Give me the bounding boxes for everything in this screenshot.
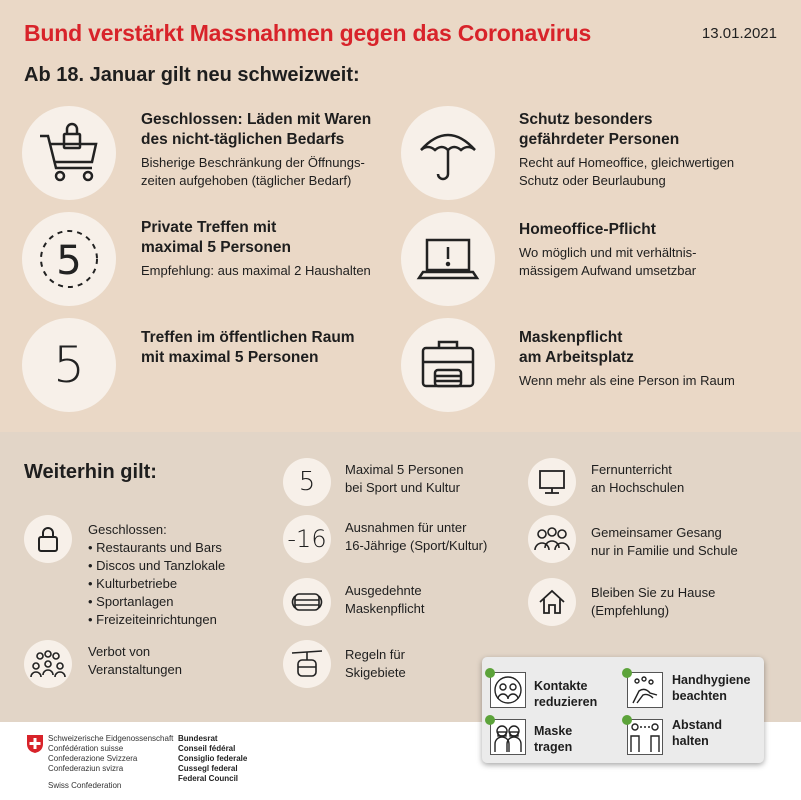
list-item: • Kulturbetriebe	[88, 576, 178, 591]
closed-list	[88, 521, 225, 629]
stay-home	[591, 584, 715, 620]
briefcase-mask-icon	[401, 318, 495, 412]
distance-icon	[627, 719, 663, 755]
measure-title: Private Treffen mit	[141, 219, 277, 236]
singing-text: Gemeinsamer Gesang	[591, 525, 722, 540]
distance-text: Abstand halten	[672, 718, 722, 748]
five-icon	[22, 318, 116, 412]
contacts-icon	[490, 672, 526, 708]
check-icon	[485, 668, 495, 678]
ski-text: Skigebiete	[345, 665, 406, 680]
measure-desc: Wo möglich und mit verhältnis- mässigem Aufwand umsetzbar	[519, 245, 697, 278]
sport-text: Maximal 5 Personen	[345, 462, 464, 477]
events-ban	[88, 643, 182, 679]
mask-text: Maskenpflicht	[345, 601, 425, 616]
measure-title: gefährdeter Personen	[519, 131, 680, 148]
measure-private-meetings	[141, 218, 371, 280]
list-item: • Restaurants und Bars	[88, 540, 222, 555]
hand-washing-icon	[627, 672, 663, 708]
five-number: 5	[53, 336, 85, 394]
measure-title: Homeoffice-Pflicht	[519, 221, 656, 238]
contacts-text: Kontakte reduzieren	[534, 679, 598, 709]
list-item: • Discos und Tanzlokale	[88, 558, 226, 573]
measure-desc: Wenn mehr als eine Person im Raum	[519, 373, 735, 388]
events-text: Verbot von	[88, 644, 151, 659]
measure-public-meetings	[141, 328, 355, 368]
singing-text: nur in Familie und Schule	[591, 543, 738, 558]
swiss-shield-logo	[26, 734, 44, 754]
page-title: Bund verstärkt Massnahmen gegen das Coronavirus	[24, 20, 592, 46]
measure-title: mit maximal 5 Personen	[141, 349, 319, 366]
closed-items	[88, 539, 225, 629]
remote-teaching	[591, 461, 684, 497]
measure-title: Schutz besonders	[519, 111, 653, 128]
check-icon	[622, 715, 632, 725]
check-icon	[622, 668, 632, 678]
face-mask-icon	[283, 578, 331, 626]
closed-title: Geschlossen:	[88, 522, 167, 537]
five-small-icon: 5	[283, 458, 331, 506]
age-text: Ausnahmen für unter	[345, 520, 467, 535]
padlock-icon	[24, 515, 72, 563]
singing-rule	[591, 524, 738, 560]
age-text: 16-Jährige (Sport/Kultur)	[345, 538, 488, 553]
continuing-heading: Weiterhin gilt:	[24, 461, 157, 483]
hygiene-card	[482, 657, 764, 763]
remote-text: an Hochschulen	[591, 480, 685, 495]
measure-title: Geschlossen: Läden mit Waren	[141, 111, 372, 128]
shopping-cart-lock-icon	[22, 106, 116, 200]
measure-desc: Empfehlung: aus maximal 2 Haushalten	[141, 263, 371, 278]
house-icon	[528, 578, 576, 626]
home-text: (Empfehlung)	[591, 603, 670, 618]
measure-title: Maskenpflicht	[519, 329, 623, 346]
youth-exceptions	[345, 519, 487, 555]
remote-text: Fernunterricht	[591, 462, 672, 477]
measure-title: des nicht-täglichen Bedarfs	[141, 131, 345, 148]
sport-culture	[345, 461, 464, 497]
mask-text: Maske tragen	[534, 724, 573, 754]
events-text: Veranstaltungen	[88, 662, 182, 677]
mask-text: Ausgedehnte	[345, 583, 422, 598]
crowd-icon	[24, 640, 72, 688]
sport-text: bei Sport und Kultur	[345, 480, 460, 495]
measure-desc: Bisherige Beschränkung der Öffnungs- zeiten aufgehoben (täglicher Bedarf)	[141, 155, 365, 188]
swiss-confederation: Swiss Confederation	[48, 781, 122, 790]
list-item: • Sportanlagen	[88, 594, 174, 609]
check-icon	[485, 715, 495, 725]
mask-wearing-icon	[490, 719, 526, 755]
monitor-icon	[528, 458, 576, 506]
measure-mask-work	[519, 328, 735, 390]
ski-rules	[345, 646, 406, 682]
measure-title: Treffen im öffentlichen Raum	[141, 329, 355, 346]
measure-vulnerable	[519, 110, 734, 190]
hands-text: Handhygiene beachten	[672, 673, 751, 703]
five-dashed-circle-icon	[22, 212, 116, 306]
measure-title: am Arbeitsplatz	[519, 349, 634, 366]
federal-council: Bundesrat Conseil fédéral Consiglio federale Cussegl federal Federal Council	[178, 734, 248, 783]
measure-shops	[141, 110, 371, 190]
measure-homeoffice	[519, 220, 697, 280]
group-singing-icon	[528, 515, 576, 563]
date: 13.01.2021	[701, 25, 777, 42]
minus-sixteen-icon: -16	[283, 515, 331, 563]
home-text: Bleiben Sie zu Hause	[591, 585, 716, 600]
umbrella-icon	[401, 106, 495, 200]
subtitle: Ab 18. Januar gilt neu schweizweit:	[24, 64, 360, 86]
svg-text:5: 5	[56, 238, 82, 284]
measure-title: maximal 5 Personen	[141, 239, 291, 256]
ski-text: Regeln für	[345, 647, 405, 662]
measure-desc: Recht auf Homeoffice, gleichwertigen Schutz oder Beurlaubung	[519, 155, 735, 188]
cable-car-icon	[283, 640, 331, 688]
extended-mask	[345, 582, 424, 618]
laptop-warning-icon	[401, 212, 495, 306]
list-item: • Freizeiteinrichtungen	[88, 612, 217, 627]
federation-names: Schweizerische Eidgenossenschaft Confédération suisse Confederazione Svizzera Confederaziun svizra	[48, 734, 174, 773]
